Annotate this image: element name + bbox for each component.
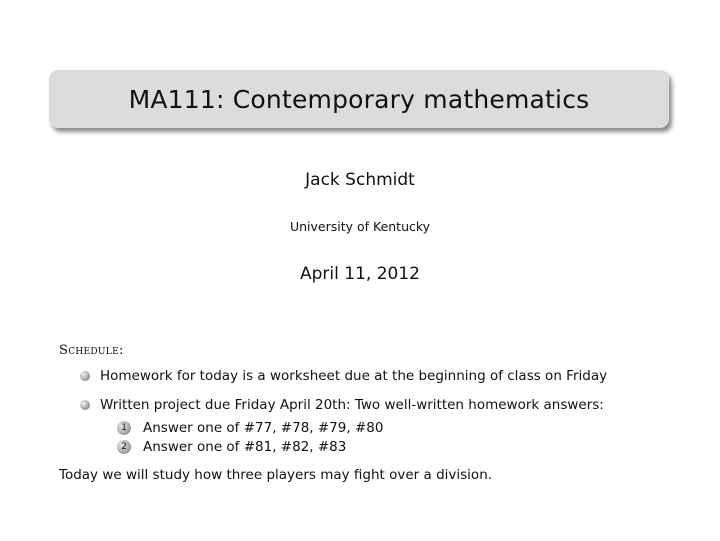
enumerated-item: [117, 439, 346, 455]
bullet-item: [80, 368, 607, 384]
number-badge: 1: [117, 421, 131, 435]
enumerated-text: Answer one of #81, #82, #83: [143, 439, 347, 455]
enumerated-item: [117, 420, 383, 436]
number-badge: 2: [117, 440, 131, 454]
author-name: Jack Schmidt: [305, 170, 415, 190]
slide-title: MA111: Contemporary mathematics: [128, 84, 590, 114]
closing-text: Today we will study how three players may fight over a division.: [59, 467, 493, 483]
title-box: [49, 70, 669, 128]
bullet-item: [80, 397, 604, 413]
institution: University of Kentucky: [289, 219, 431, 234]
enumerated-text: Answer one of #77, #78, #79, #80: [143, 420, 384, 436]
schedule-heading: Schedule:: [59, 343, 124, 358]
bullet-icon: [80, 371, 90, 381]
bullet-text: Homework for today is a worksheet due at the beginning of class on Friday: [100, 368, 608, 384]
date: April 11, 2012: [300, 264, 420, 284]
bullet-text: Written project due Friday April 20th: Two well-written homework answers:: [100, 397, 604, 413]
bullet-icon: [80, 400, 90, 410]
